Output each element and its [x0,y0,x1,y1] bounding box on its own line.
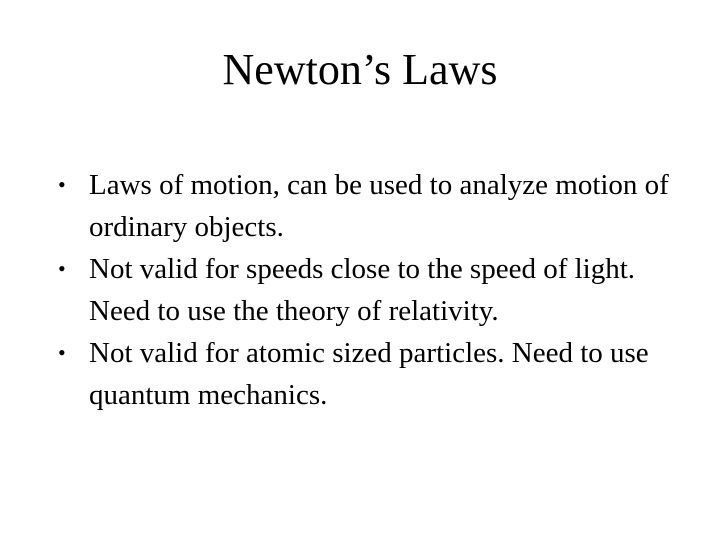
bullet-item [58,164,678,248]
bullet-marker: • [58,172,66,197]
bullet-list [58,164,678,416]
bullet-text: Not valid for speeds close to the speed of light. Need to use the theory of relativity. [89,253,636,327]
bullet-text: Not valid for atomic sized particles. Need to use quantum mechanics. [89,337,649,411]
bullet-item [58,248,678,332]
bullet-marker: • [58,340,66,365]
bullet-marker: • [58,256,66,281]
bullet-item [58,332,678,416]
bullet-text: Laws of motion, can be used to analyze motion of ordinary objects. [89,169,669,243]
slide-title: Newton’s Laws [222,45,498,94]
